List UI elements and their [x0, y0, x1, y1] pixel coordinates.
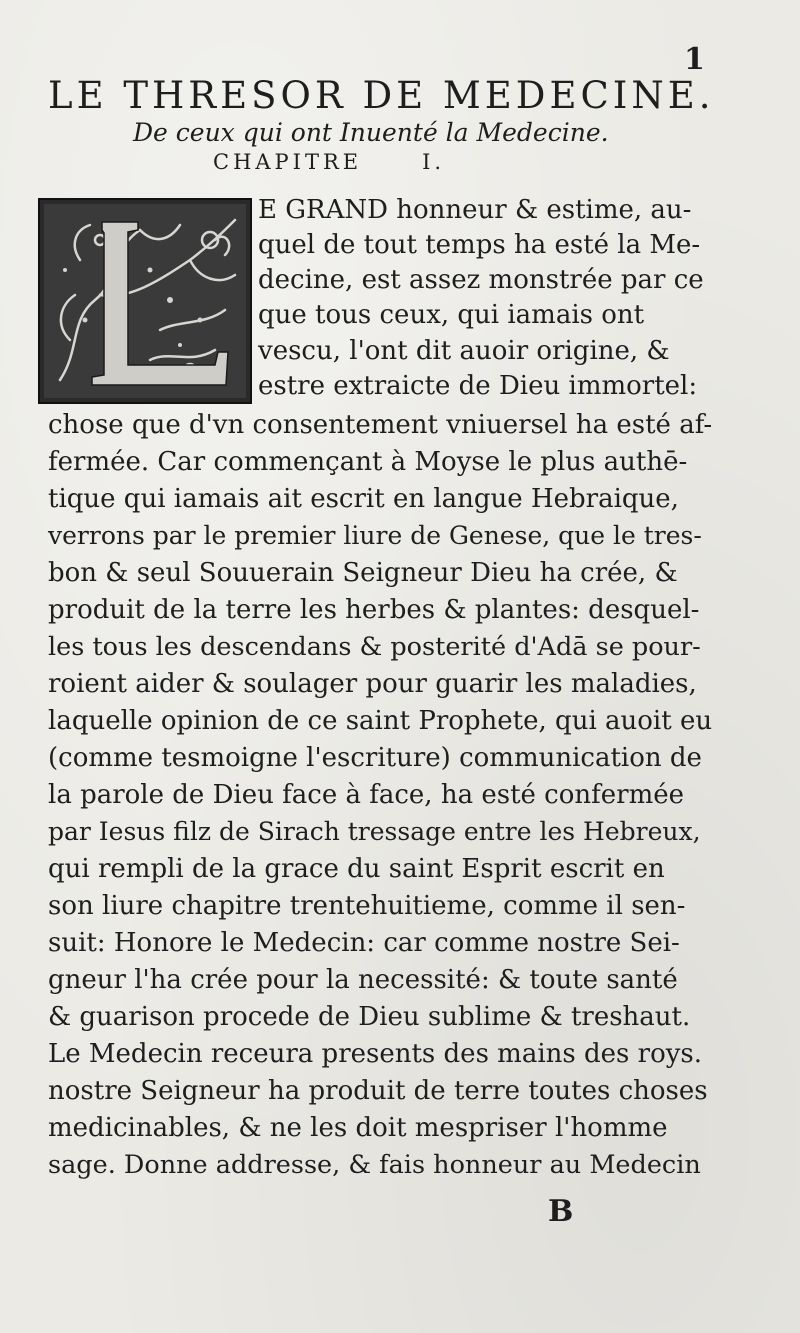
signature-mark: B — [548, 1194, 574, 1229]
text-line: fermée. Car commençant à Moyse le plus authē- — [48, 447, 688, 477]
text-line: & guarison procede de Dieu sublime & treshaut. — [48, 1002, 691, 1032]
text-line: roient aider & soulager pour guarir les maladies, — [48, 669, 697, 699]
chapter-heading — [213, 150, 445, 174]
text-line: decine, est assez monstrée par ce — [258, 265, 704, 295]
text-line: E GRAND honneur & estime, au- — [258, 195, 692, 225]
text-line: la parole de Dieu face à face, ha esté confermée — [48, 780, 684, 810]
ornamental-initial — [38, 198, 252, 404]
text-line: chose que d'vn consentement vniuersel ha esté af- — [48, 410, 713, 440]
chapter-subtitle: De ceux qui ont Inuenté la Medecine. — [133, 118, 609, 147]
chapter-number: I. — [422, 150, 446, 174]
text-line: nostre Seigneur ha produit de terre toutes choses — [48, 1076, 708, 1106]
text-line: estre extraicte de Dieu immortel: — [258, 371, 698, 401]
text-line: sage. Donne addresse, & fais honneur au Medecin — [48, 1150, 701, 1180]
text-line: tique qui iamais ait escrit en langue Hebraique, — [48, 484, 679, 514]
text-line: quel de tout temps ha esté la Me- — [258, 230, 701, 260]
text-line: suit: Honore le Medecin: car comme nostre Sei- — [48, 928, 680, 958]
text-line: gneur l'ha crée pour la necessité: & toute santé — [48, 965, 678, 995]
text-line: par Iesus filz de Sirach tressage entre les Hebreux, — [48, 817, 701, 846]
text-line: produit de la terre les herbes & plantes: desquel- — [48, 595, 700, 625]
floral-initial-l-icon — [40, 200, 250, 402]
text-line: vescu, l'ont dit auoir origine, & — [258, 336, 670, 366]
text-line: les tous les descendans & posterité d'Adā se pour- — [48, 632, 701, 662]
text-line: que tous ceux, qui iamais ont — [258, 300, 645, 330]
page-number: 1 — [684, 42, 705, 77]
text-line: bon & seul Souuerain Seigneur Dieu ha crée, & — [48, 558, 678, 588]
text-line: verrons par le premier liure de Genese, que le tres- — [48, 521, 702, 550]
text-line: son liure chapitre trentehuitieme, comme il sen- — [48, 891, 686, 921]
text-line: laquelle opinion de ce saint Prophete, qui auoit eu — [48, 706, 713, 736]
text-line: qui rempli de la grace du saint Esprit escrit en — [48, 854, 665, 884]
text-line: (comme tesmoigne l'escriture) communication de — [48, 743, 702, 773]
chapter-label: CHAPITRE — [213, 150, 363, 174]
text-line: Le Medecin receura presents des mains des roys. — [48, 1039, 703, 1069]
running-title: LE THRESOR DE MEDECINE. — [48, 74, 715, 117]
text-line: medicinables, & ne les doit mespriser l'homme — [48, 1113, 668, 1143]
